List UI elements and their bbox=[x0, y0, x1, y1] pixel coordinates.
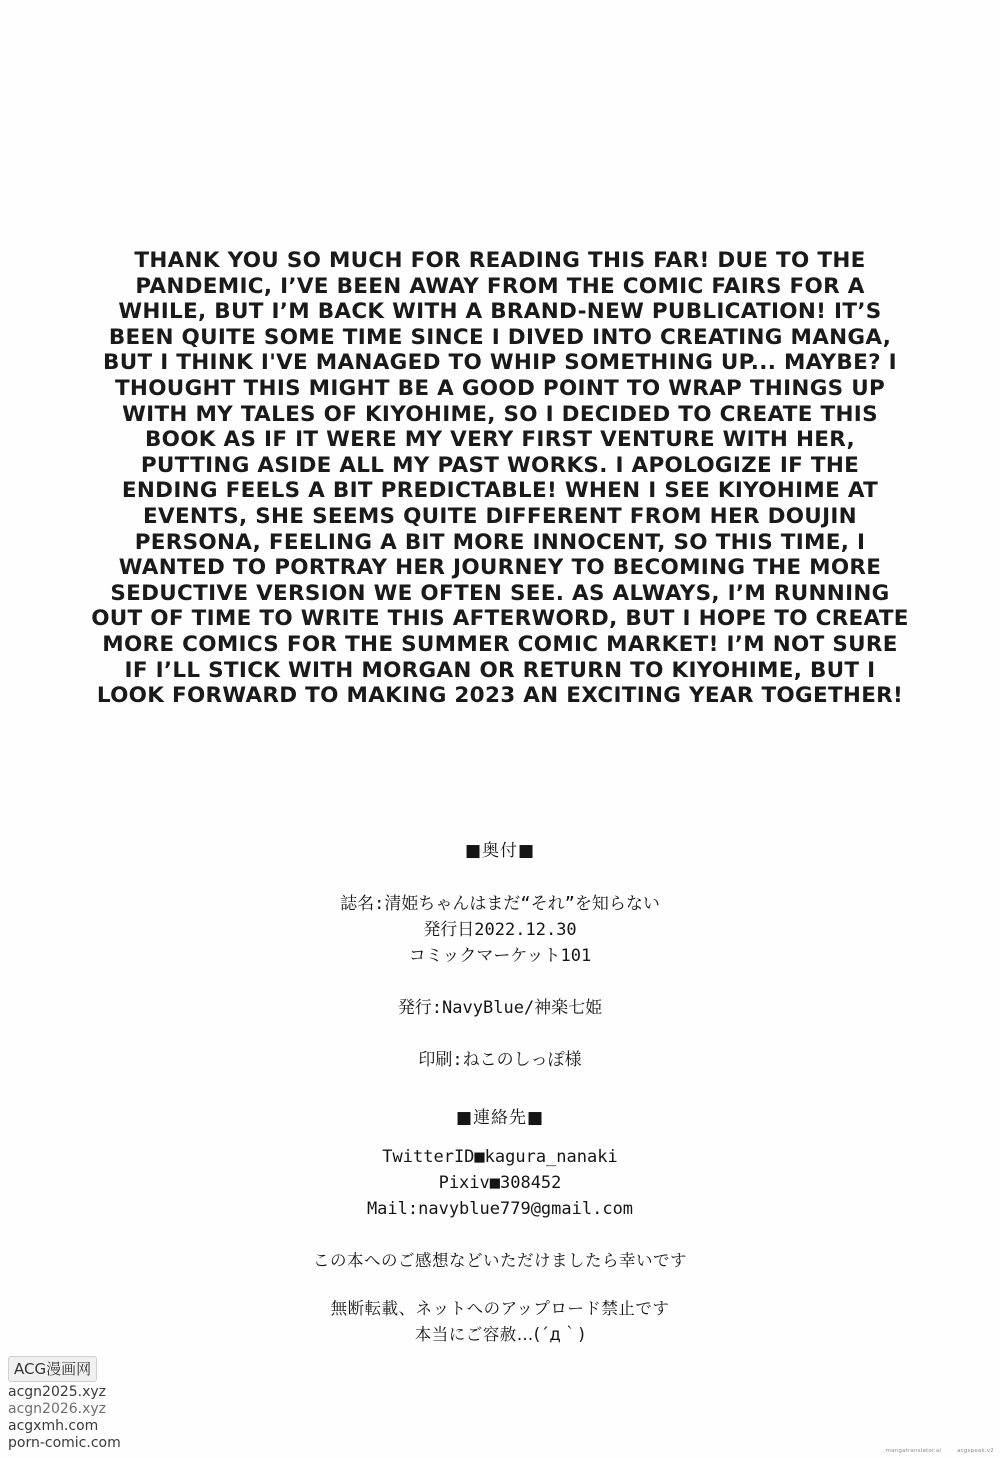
colophon-publish-date: 発行日2022.12.30 bbox=[423, 920, 577, 940]
colophon-printer: 印刷:ねこのしっぽ様 bbox=[418, 1050, 582, 1070]
warning-note-line-1: 無断転載、ネットへのアップロード禁止です bbox=[330, 1299, 670, 1318]
contact-twitter: TwitterID■kagura_nanaki bbox=[382, 1147, 618, 1167]
spacer bbox=[0, 1021, 1000, 1047]
spacer bbox=[0, 969, 1000, 995]
contact-mail: Mail:navyblue779@gmail.com bbox=[366, 1199, 634, 1219]
watermark-tiny-right bbox=[872, 1448, 994, 1454]
watermark-line-4: porn-comic.com bbox=[8, 1435, 121, 1451]
watermark-badge: ACG漫画网 bbox=[8, 1356, 97, 1382]
colophon-title-line: 誌名:清姫ちゃんはまだ“それ”を知らない bbox=[340, 894, 660, 914]
spacer bbox=[0, 1222, 1000, 1248]
warning-note-line-2: 本当にご容赦…(´д｀) bbox=[414, 1325, 586, 1344]
contact-heading: ■連絡先■ bbox=[455, 1108, 545, 1128]
watermark-line-1: acgn2025.xyz bbox=[8, 1384, 107, 1400]
colophon-publisher: 発行:NavyBlue/神楽七姫 bbox=[397, 998, 603, 1018]
spacer bbox=[0, 1073, 1000, 1103]
colophon-heading: ■奥付■ bbox=[464, 841, 536, 861]
watermark-stack bbox=[8, 1356, 308, 1452]
colophon-event: コミックマーケット101 bbox=[408, 946, 592, 966]
feedback-note: この本へのご感想などいただけましたら幸いです bbox=[313, 1251, 687, 1270]
watermark-line-3: acgxmh.com bbox=[8, 1418, 99, 1434]
afterword-text-block bbox=[90, 248, 910, 709]
contact-pixiv: Pixiv■308452 bbox=[438, 1173, 562, 1193]
afterword-paragraph: THANK YOU SO MUCH FOR READING THIS FAR! DUE TO THE PANDEMIC, I’VE BEEN AWAY FROM THE COMIC FAIRS FOR A WHILE, BUT I’M BACK WITH A BRAND-NEW PUBLICATION! IT’S BEEN QUITE SOME TIME SINCE I DIVED INTO CREATING MANGA, BUT I THINK I'VE MANAGED TO WHIP SOMETHING UP... MAYBE? I THOUGHT THIS MIGHT BE A GOOD POINT TO WRAP THINGS UP WITH MY TALES OF KIYOHIME, SO I DECIDED TO CREATE THIS BOOK AS IF IT WERE MY VERY FIRST VENTURE WITH HER, PUTTING ASIDE ALL MY PAST WORKS. I APOLOGIZE IF THE ENDING FEELS A BIT PREDICTABLE! WHEN I SEE KIYOHIME AT EVENTS, SHE SEEMS QUITE DIFFERENT FROM HER DOUJIN PERSONA, FEELING A BIT MORE INNOCENT, SO THIS TIME, I WANTED TO PORTRAY HER JOURNEY TO BECOMING THE MORE SEDUCTIVE VERSION WE OFTEN SEE. AS ALWAYS, I’M RUNNING OUT OF TIME TO WRITE THIS AFTERWORD, BUT I HOPE TO CREATE MORE COMICS FOR THE SUMMER COMIC MARKET! I’M NOT SURE IF I’LL STICK WITH MORGAN OR RETURN TO KIYOHIME, BUT I LOOK FORWARD TO MAKING 2023 AN EXCITING YEAR TOGETHER! bbox=[91, 248, 909, 709]
watermark-line-2: acgn2026.xyz bbox=[8, 1401, 107, 1417]
watermark-tiny-left-text: mangatranslator.ai bbox=[885, 1448, 942, 1454]
colophon-block bbox=[0, 836, 1000, 1348]
watermark-tiny-right-text: acgspeak.v2 bbox=[957, 1448, 994, 1454]
spacer bbox=[0, 1274, 1000, 1296]
